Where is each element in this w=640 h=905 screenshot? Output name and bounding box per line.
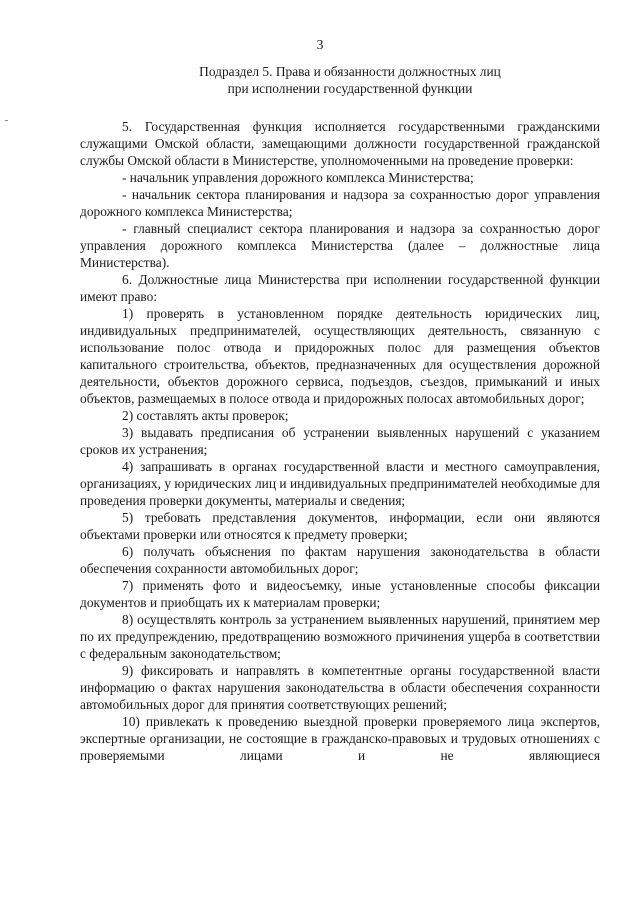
right-item-7: 7) применять фото и видеосъемку, иные установленные способы фиксации документов и приобщать их к материалам проверки; [80,578,600,610]
right-item-3: 3) выдавать предписания об устранении выявленных нарушений с указанием сроков их устранения; [80,425,600,457]
right-item-6: 6) получать объяснения по фактам нарушения законодательства в области обеспечения сохранности автомобильных дорог; [80,544,600,576]
paragraph-5: 5. Государственная функция исполняется государственными гражданскими служащими Омской области, замещающими должности государственной гражданской службы Омской области в Министерстве, уполномоченными на проведение проверки: [80,119,600,168]
right-item-4: 4) запрашивать в органах государственной власти и местного самоуправления, организациях, у юридических лиц и индивидуальных предпринимателей необходимые для проведения проверки документы, материалы и сведения; [80,459,600,508]
page-number: 3 [316,38,324,53]
margin-mark [5,120,8,121]
right-item-8: 8) осуществлять контроль за устранением выявленных нарушений, принятием мер по их предупреждению, предотвращению возможного причинения ущерба в соответствии с федеральным законодательством; [80,612,600,661]
heading-line-1: Подраздел 5. Права и обязанности должностных лиц [199,64,501,79]
right-item-2: 2) составлять акты проверок; [122,408,289,423]
right-item-9: 9) фиксировать и направлять в компетентные органы государственной власти информацию о фактах нарушения законодательства в области обеспечения сохранности автомобильных дорог для принятия соответствующих решений; [80,663,600,712]
document-body [80,118,600,764]
list-item-head-of-department: - начальник управления дорожного комплекса Министерства; [122,170,474,185]
right-item-10: 10) привлекать к проведению выездной проверки проверяемого лица экспертов, экспертные организации, не состоящие в гражданско-правовых и трудовых отношениях с проверяемыми лицами и не являющиеся [80,714,600,763]
section-heading [60,63,640,97]
list-item-chief-specialist: - главный специалист сектора планирования и надзора за сохранностью дорог управления дорожного комплекса Министерства (далее – должностные лица Министерства). [80,221,600,270]
list-item-head-of-sector: - начальник сектора планирования и надзора за сохранностью дорог управления дорожного комплекса Министерства; [80,187,600,219]
right-item-5: 5) требовать представления документов, информации, если они являются объектами проверки или относятся к предмету проверки; [80,510,600,542]
paragraph-6: 6. Должностные лица Министерства при исполнении государственной функции имеют право: [80,272,600,304]
heading-line-2: при исполнении государственной функции [227,81,473,96]
right-item-1: 1) проверять в установленном порядке деятельность юридических лиц, индивидуальных предпринимателей, осуществляющих деятельность, связанную с использование полос отвода и придорожных полос для размещения объектов капитального строительства, объектов, предназначенных для осуществления дорожной деятельности, объектов дорожного сервиса, подъездов, съездов, примыканий и иных объектов, размещаемых в полосе отвода и придорожных полосах автомобильных дорог; [80,306,600,406]
